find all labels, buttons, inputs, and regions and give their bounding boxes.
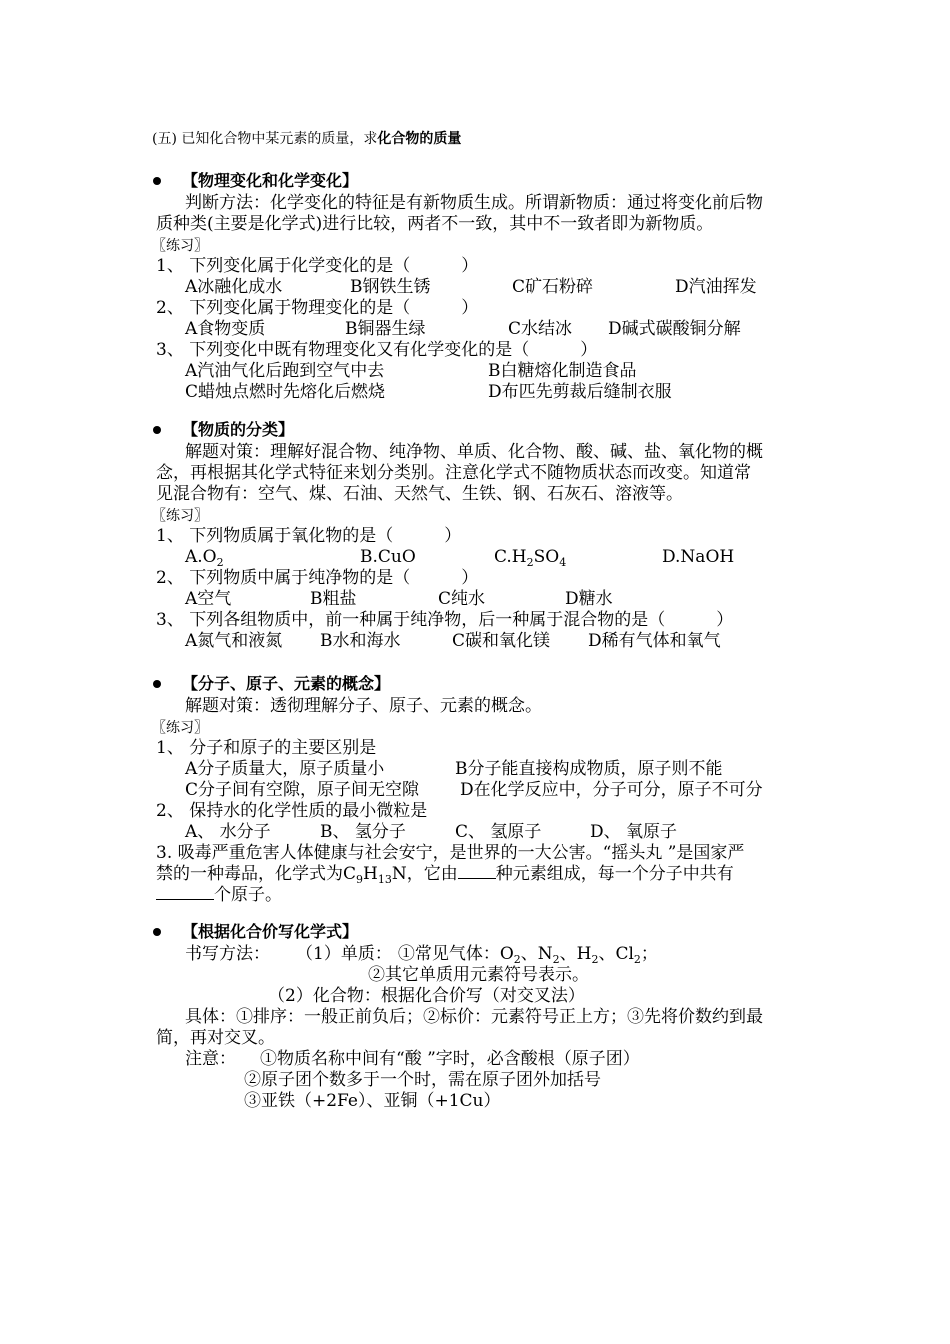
section-title-physical-chemical: 【物理变化和化学变化】 (182, 171, 359, 190)
s2-q3-option-c: C碳和氧化镁 (452, 631, 551, 651)
section-title-molecule-atom-element: 【分子、原子、元素的概念】 (182, 674, 391, 693)
s4-line4: 具体：①排序：一般正前负后；②标价：元素符号正上方；③先将价数约到最 (185, 1007, 763, 1027)
s1-q1: 1、 下列变化属于化学变化的是（ ） (156, 256, 479, 276)
s1-q3-option-d: D布匹先剪裁后缝制衣服 (488, 382, 672, 402)
s1-q1-option-a: A冰融化成水 (185, 277, 283, 297)
answer-blank (458, 864, 496, 879)
s3-q1: 1、 分子和原子的主要区别是 (156, 738, 377, 758)
s2-q2-option-b: B粗盐 (310, 589, 357, 609)
s1-q3-option-a: A汽油气化后跑到空气中去 (185, 361, 385, 381)
s4-line5: 简，再对交叉。 (156, 1028, 275, 1048)
s3-q1-option-c: C分子间有空隙，原子间无空隙 (185, 780, 420, 800)
s3-q3-line1: 3. 吸毒严重危害人体健康与社会安宁，是世界的一大公害。“摇头丸 ”是国家严 (156, 843, 745, 863)
s1-q1-option-d: D汽油挥发 (675, 277, 757, 297)
s3-q1-option-a: A分子质量大，原子质量小 (185, 759, 385, 779)
s1-q1-option-c: C矿石粉碎 (512, 277, 594, 297)
top-note-bold: 化合物的质量 (377, 131, 462, 147)
s1-q2-option-a: A食物变质 (185, 319, 266, 339)
s1-desc-line1: 判断方法：化学变化的特征是有新物质生成。所谓新物质：通过将变化前后物 (185, 193, 763, 213)
s1-q2-option-c: C水结冰 (508, 319, 573, 339)
bullet-icon (153, 177, 161, 185)
s2-q2-option-d: D糖水 (565, 589, 613, 609)
s2-q2-option-c: C纯水 (438, 589, 486, 609)
s3-q3-line3: 个原子。 (156, 885, 282, 905)
s4-line7: ②原子团个数多于一个时，需在原子团外加括号 (244, 1070, 601, 1090)
top-note-text: (五) 已知化合物中某元素的质量，求 (152, 131, 378, 147)
s4-line2: ②其它单质用元素符号表示。 (368, 965, 589, 985)
section-title-valence-formula: 【根据化合价写化学式】 (182, 922, 359, 941)
s3-q1-option-d: D在化学反应中，分子可分，原子不可分 (460, 780, 763, 800)
s1-q1-option-b: B钢铁生锈 (350, 277, 431, 297)
s4-line3: （2）化合物：根据化合价写（对交叉法） (268, 986, 585, 1006)
answer-blank (156, 885, 214, 900)
s2-q3-option-b: B水和海水 (320, 631, 401, 651)
s2-q1-option-c: $C.H_2SO_4$ (494, 547, 567, 569)
bullet-icon (153, 426, 161, 434)
s3-q2-option-a: A、 水分子 (185, 822, 271, 842)
s1-q2-option-d: D碱式碳酸铜分解 (608, 319, 741, 339)
s2-desc-line1: 解题对策：理解好混合物、纯净物、单质、化合物、酸、碱、盐、氧化物的概 (185, 442, 763, 462)
section-title-classification: 【物质的分类】 (182, 420, 295, 439)
s3-q2-option-d: D、 氧原子 (590, 822, 678, 842)
bullet-icon (153, 680, 161, 688)
s1-q2-option-b: B铜器生绿 (345, 319, 426, 339)
s1-q2: 2、 下列变化属于物理变化的是（ ） (156, 298, 479, 318)
s2-q1: 1、 下列物质属于氧化物的是（ ） (156, 526, 462, 546)
s2-practice-label: 〖练习〗 (152, 508, 208, 524)
s2-q3-option-a: A氮气和液氮 (185, 631, 283, 651)
s3-q1-option-b: B分子能直接构成物质，原子则不能 (455, 759, 723, 779)
s2-q1-option-a: $A.O_2$ (185, 547, 224, 569)
s4-line6: 注意： ①物质名称中间有“酸 ”字时，必含酸根（原子团） (185, 1049, 640, 1069)
s4-line8: ③亚铁（+2Fe）、亚铜（+1Cu） (244, 1091, 501, 1111)
top-note (152, 129, 461, 149)
s4-line1: 书写方法： （1）单质： ①常见气体：$O_2$、$N_2$、$H_2$、$Cl_2$； (185, 944, 658, 966)
bullet-icon (153, 928, 161, 936)
s3-q2-option-b: B、 氢分子 (320, 822, 406, 842)
s2-desc-line3: 见混合物有：空气、煤、石油、天然气、生铁、钢、石灰石、溶液等。 (156, 484, 683, 504)
s3-desc-line1: 解题对策：透彻理解分子、原子、元素的概念。 (185, 696, 542, 716)
s1-q3-option-b: B白糖熔化制造食品 (488, 361, 637, 381)
s2-q1-option-d: D.NaOH (662, 547, 735, 567)
s2-q1-option-b: B.CuO (360, 547, 416, 567)
s3-practice-label: 〖练习〗 (152, 720, 208, 736)
s3-q3-line2: 禁的一种毒品，化学式为$C_9H_{13}N$，它由 种元素组成，每一个分子中共有 (156, 864, 734, 886)
s3-q2: 2、 保持水的化学性质的最小微粒是 (156, 801, 428, 821)
s1-desc-line2: 质种类(主要是化学式)进行比较，两者不一致，其中不一致者即为新物质。 (156, 214, 714, 234)
s2-q3-option-d: D稀有气体和氧气 (588, 631, 721, 651)
s2-q2: 2、 下列物质中属于纯净物的是（ ） (156, 568, 479, 588)
s2-q3: 3、 下列各组物质中，前一种属于纯净物，后一种属于混合物的是（ ） (156, 610, 734, 630)
s1-q3: 3、 下列变化中既有物理变化又有化学变化的是（ ） (156, 340, 598, 360)
s3-q2-option-c: C、 氢原子 (455, 822, 542, 842)
s1-practice-label: 〖练习〗 (152, 238, 208, 254)
s2-q2-option-a: A空气 (185, 589, 232, 609)
s1-q3-option-c: C蜡烛点燃时先熔化后燃烧 (185, 382, 386, 402)
s2-desc-line2: 念，再根据其化学式特征来划分类别。注意化学式不随物质状态而改变。知道常 (156, 463, 751, 483)
